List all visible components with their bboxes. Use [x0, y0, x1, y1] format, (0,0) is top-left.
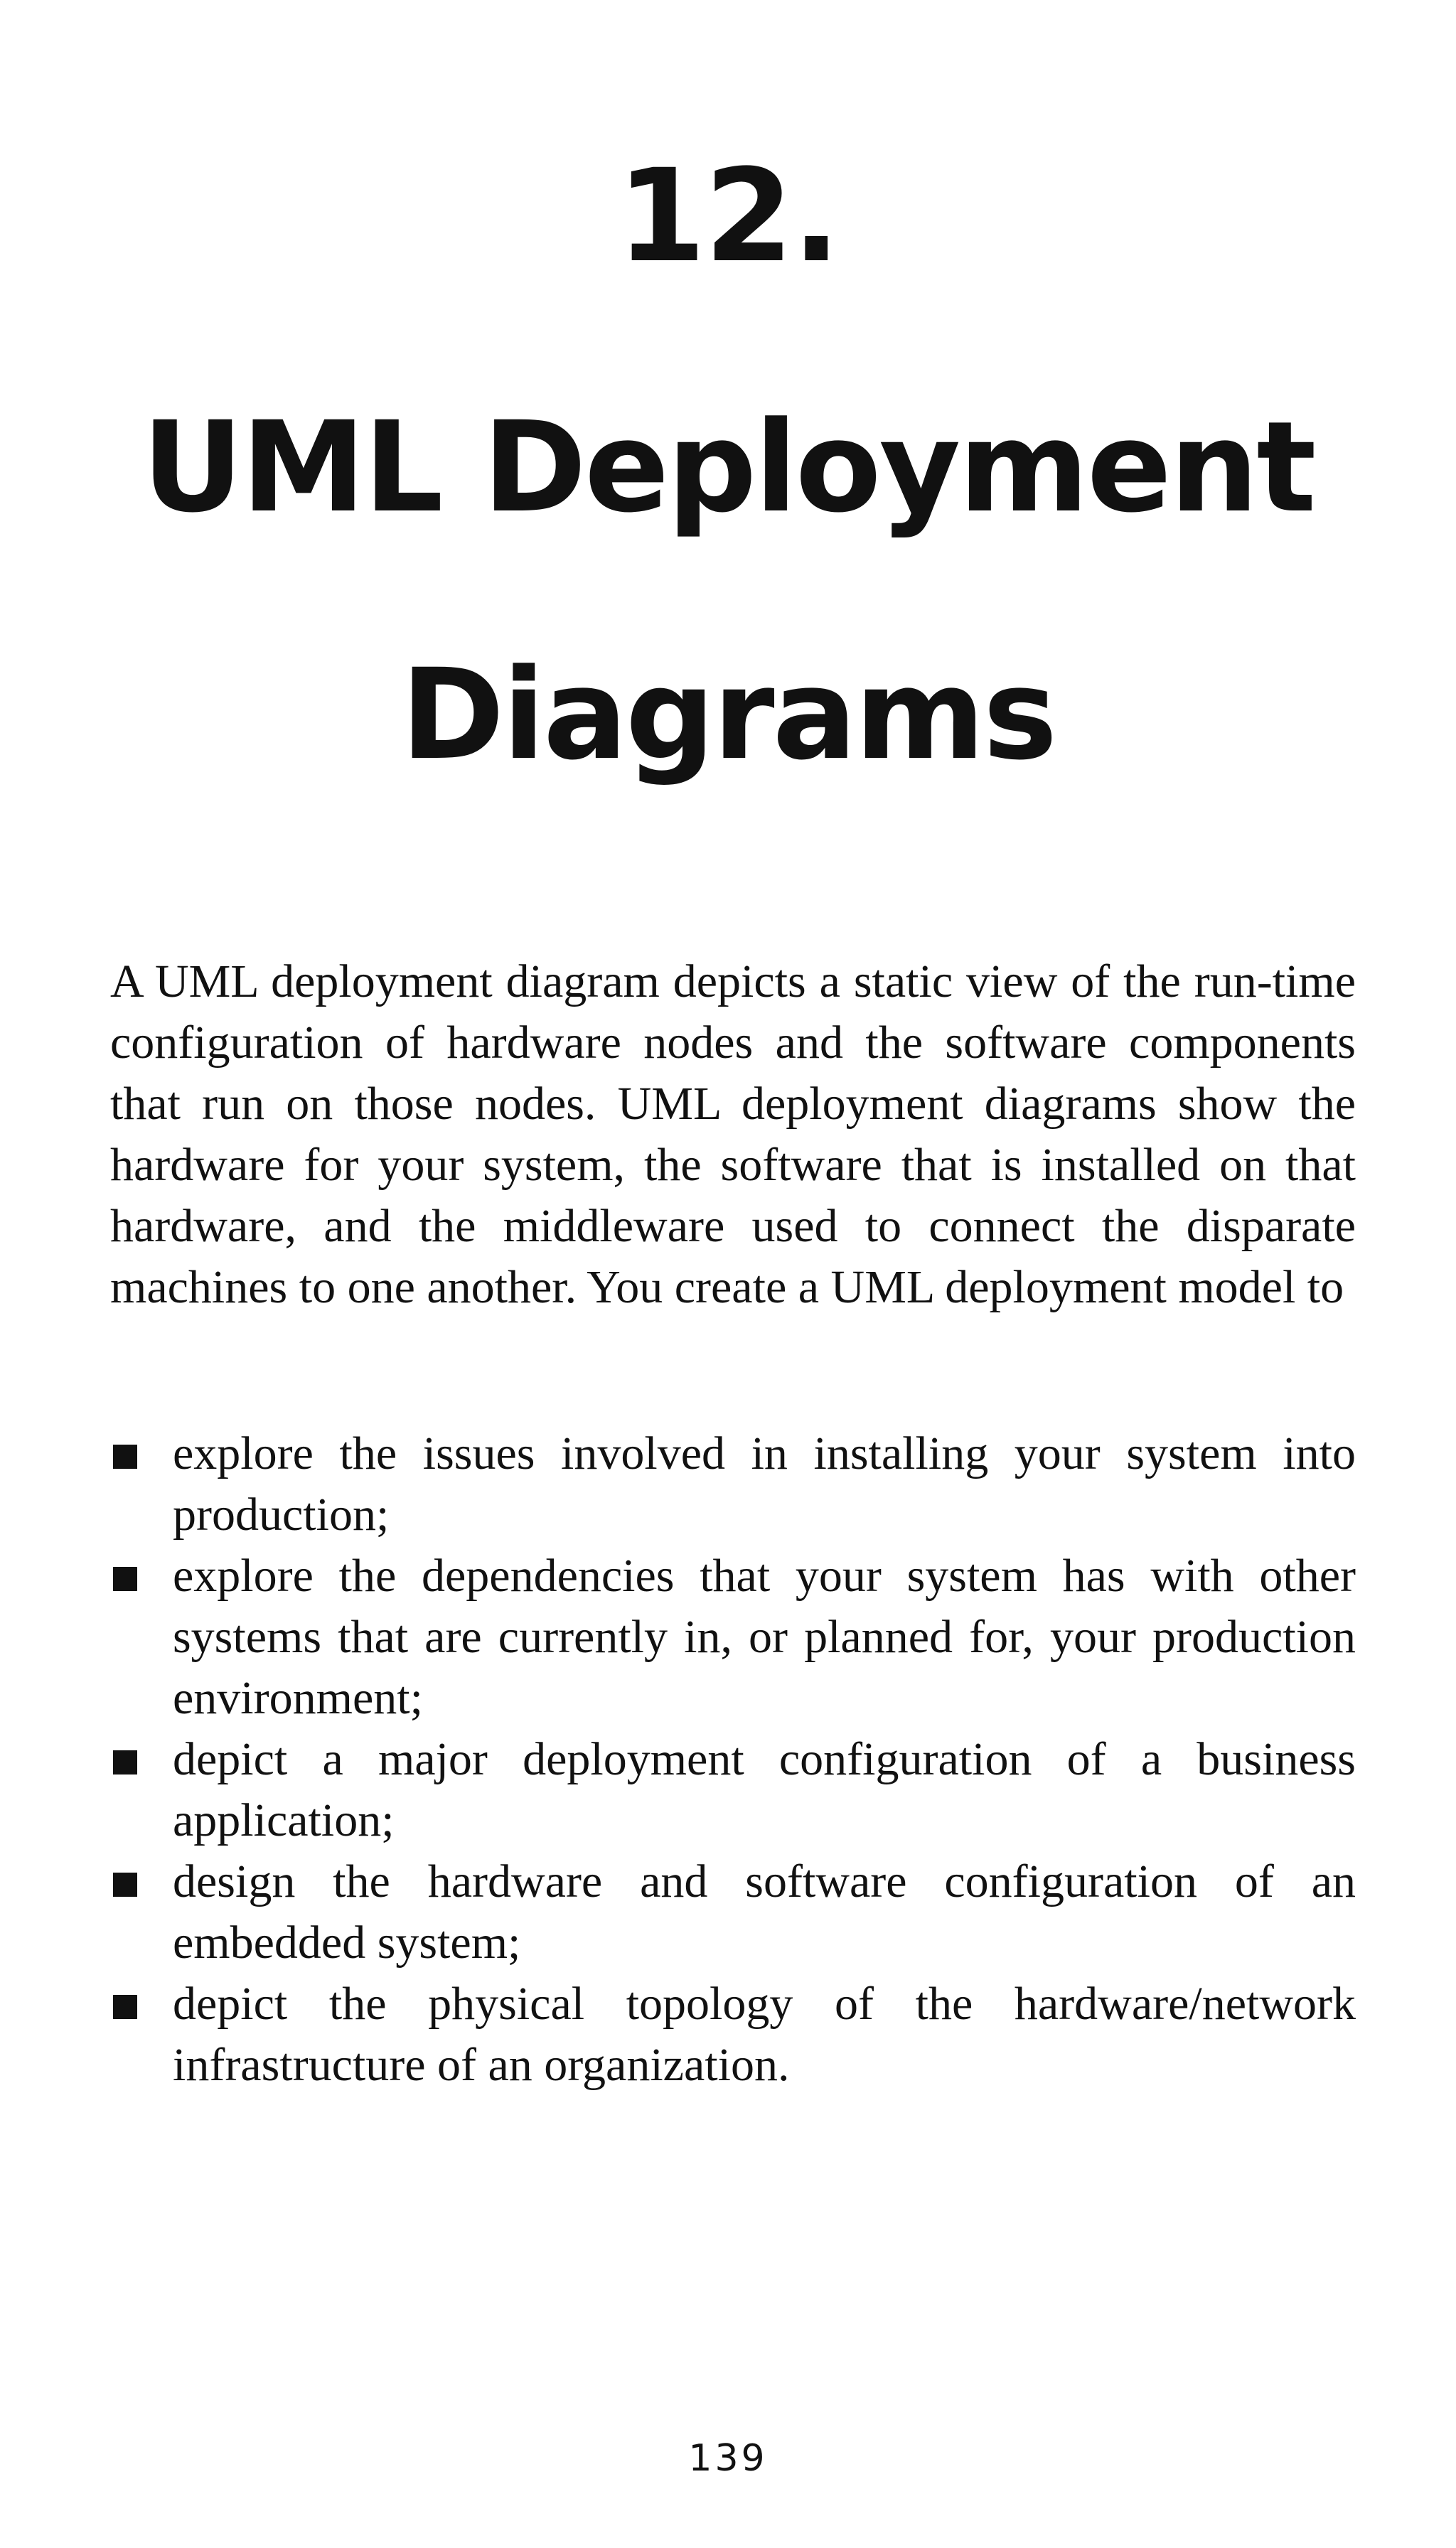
- square-bullet-icon: [113, 1873, 137, 1897]
- square-bullet-icon: [113, 1995, 137, 2019]
- chapter-title-line-1: UML Deployment: [141, 395, 1315, 540]
- square-bullet-icon: [113, 1567, 137, 1591]
- bullet-text: design the hardware and software configuration of an embedded system;: [173, 1856, 1356, 1969]
- square-bullet-icon: [113, 1445, 137, 1469]
- chapter-number: 12.: [616, 142, 840, 291]
- page-number: 139: [688, 2437, 768, 2480]
- square-bullet-icon: [113, 1750, 137, 1774]
- bullet-item: [110, 1423, 1356, 1546]
- bullet-text: explore the dependencies that your system has with other systems that are currently in, or planned for, your production environment;: [173, 1550, 1356, 1724]
- bullet-text: explore the issues involved in installing your system into production;: [173, 1428, 1356, 1541]
- bullet-item: [110, 1974, 1356, 2096]
- bullet-text: depict a major deployment configuration of a business application;: [173, 1733, 1356, 1846]
- bullet-item: [110, 1729, 1356, 1851]
- intro-paragraph: A UML deployment diagram depicts a static view of the run-time configuration of hardware nodes and the software components that run on those nodes. UML deployment diagrams show the hardware for your system, the software that is installed on that hardware, and the middleware used to connect the disparate machines to one another. You create a UML deployment model to: [110, 956, 1356, 1313]
- bullet-list: [110, 1423, 1356, 2096]
- bullet-item: [110, 1851, 1356, 1974]
- bullet-text: depict the physical topology of the hardware/network infrastructure of an organization.: [173, 1978, 1356, 2091]
- chapter-title-line-2: Diagrams: [400, 642, 1056, 788]
- bullet-item: [110, 1546, 1356, 1729]
